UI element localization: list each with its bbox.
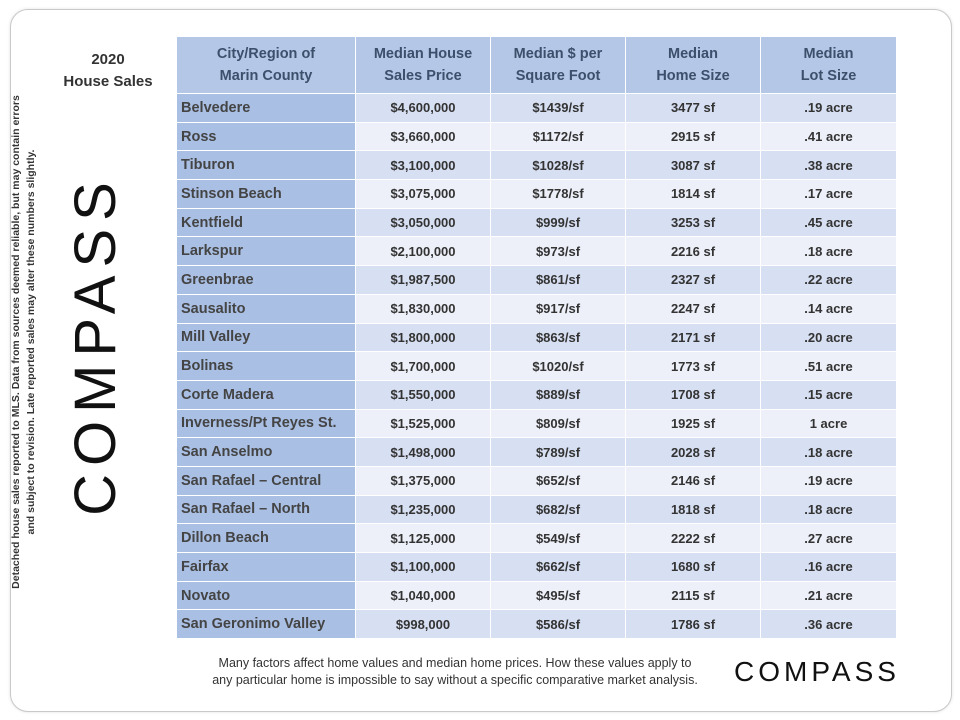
cell-lot-size: .20 acre — [761, 323, 897, 352]
table-row — [177, 495, 897, 524]
table-row — [177, 122, 897, 151]
footer-line-2: any particular home is impossible to say without a specific comparative market analysis. — [212, 673, 698, 687]
cell-price: $4,600,000 — [356, 94, 491, 123]
cell-lot-size: .18 acre — [761, 237, 897, 266]
cell-lot-size: .15 acre — [761, 380, 897, 409]
cell-price-per-sqft: $1028/sf — [491, 151, 626, 180]
table-row — [177, 553, 897, 582]
cell-price: $998,000 — [356, 610, 491, 639]
cell-city: Stinson Beach — [177, 180, 356, 209]
cell-price: $1,040,000 — [356, 581, 491, 610]
cell-home-size: 1925 sf — [626, 409, 761, 438]
cell-price: $1,700,000 — [356, 352, 491, 381]
cell-price-per-sqft: $917/sf — [491, 294, 626, 323]
cell-city: Ross — [177, 122, 356, 151]
cell-price-per-sqft: $861/sf — [491, 266, 626, 295]
cell-price: $2,100,000 — [356, 237, 491, 266]
table-row — [177, 208, 897, 237]
cell-price-per-sqft: $652/sf — [491, 466, 626, 495]
cell-price: $3,660,000 — [356, 122, 491, 151]
cell-home-size: 2028 sf — [626, 438, 761, 467]
cell-price-per-sqft: $973/sf — [491, 237, 626, 266]
cell-price: $1,987,500 — [356, 266, 491, 295]
cell-price: $3,075,000 — [356, 180, 491, 209]
cell-city: Bolinas — [177, 352, 356, 381]
cell-city: Belvedere — [177, 94, 356, 123]
cell-city: San Geronimo Valley — [177, 610, 356, 639]
cell-city: Larkspur — [177, 237, 356, 266]
table-row — [177, 438, 897, 467]
cell-home-size: 2247 sf — [626, 294, 761, 323]
disclaimer-line-2: and subject to revision. Late reported sales may alter these numbers slightly. — [25, 149, 37, 535]
table-row — [177, 180, 897, 209]
cell-price: $1,800,000 — [356, 323, 491, 352]
cell-price-per-sqft: $809/sf — [491, 409, 626, 438]
cell-home-size: 2115 sf — [626, 581, 761, 610]
cell-lot-size: 1 acre — [761, 409, 897, 438]
cell-price: $1,235,000 — [356, 495, 491, 524]
cell-city: Dillon Beach — [177, 524, 356, 553]
cell-price-per-sqft: $1439/sf — [491, 94, 626, 123]
table-row — [177, 352, 897, 381]
cell-price-per-sqft: $495/sf — [491, 581, 626, 610]
cell-lot-size: .38 acre — [761, 151, 897, 180]
cell-home-size: 2327 sf — [626, 266, 761, 295]
cell-lot-size: .19 acre — [761, 94, 897, 123]
cell-city: San Rafael – North — [177, 495, 356, 524]
cell-city: San Rafael – Central — [177, 466, 356, 495]
cell-home-size: 2171 sf — [626, 323, 761, 352]
cell-lot-size: .18 acre — [761, 495, 897, 524]
cell-price-per-sqft: $789/sf — [491, 438, 626, 467]
disclaimer-line-1: Detached house sales reported to MLS. Data from sources deemed reliable, but may contain errors — [10, 95, 22, 589]
cell-price-per-sqft: $662/sf — [491, 553, 626, 582]
cell-city: Greenbrae — [177, 266, 356, 295]
cell-lot-size: .16 acre — [761, 553, 897, 582]
cell-price-per-sqft: $1778/sf — [491, 180, 626, 209]
header-lot-size: Median Lot Size — [761, 37, 897, 94]
compass-logo: COMPASS — [734, 656, 900, 687]
table-row — [177, 610, 897, 639]
footer-line-1: Many factors affect home values and median home prices. How these values apply to — [218, 656, 692, 670]
cell-home-size: 1786 sf — [626, 610, 761, 639]
cell-lot-size: .27 acre — [761, 524, 897, 553]
cell-price: $1,525,000 — [356, 409, 491, 438]
table-row — [177, 380, 897, 409]
sales-table — [176, 36, 897, 639]
cell-city: Inverness/Pt Reyes St. — [177, 409, 356, 438]
cell-lot-size: .19 acre — [761, 466, 897, 495]
cell-home-size: 1814 sf — [626, 180, 761, 209]
header-price-per-sqft: Median $ per Square Foot — [491, 37, 626, 94]
cell-home-size: 1773 sf — [626, 352, 761, 381]
cell-home-size: 1708 sf — [626, 380, 761, 409]
header-city: City/Region of Marin County — [177, 37, 356, 94]
cell-price-per-sqft: $549/sf — [491, 524, 626, 553]
table-row — [177, 466, 897, 495]
cell-price: $1,498,000 — [356, 438, 491, 467]
footer-disclaimer — [180, 655, 730, 689]
cell-lot-size: .45 acre — [761, 208, 897, 237]
header-price: Median House Sales Price — [356, 37, 491, 94]
cell-price-per-sqft: $1020/sf — [491, 352, 626, 381]
cell-price-per-sqft: $1172/sf — [491, 122, 626, 151]
cell-price: $1,375,000 — [356, 466, 491, 495]
cell-lot-size: .36 acre — [761, 610, 897, 639]
cell-price-per-sqft: $999/sf — [491, 208, 626, 237]
cell-lot-size: .41 acre — [761, 122, 897, 151]
cell-home-size: 2222 sf — [626, 524, 761, 553]
cell-price-per-sqft: $889/sf — [491, 380, 626, 409]
table-row — [177, 266, 897, 295]
cell-price: $3,100,000 — [356, 151, 491, 180]
cell-lot-size: .14 acre — [761, 294, 897, 323]
title-year: 2020 — [91, 51, 125, 68]
table-row — [177, 524, 897, 553]
table-row — [177, 323, 897, 352]
cell-home-size: 1680 sf — [626, 553, 761, 582]
table-row — [177, 581, 897, 610]
cell-lot-size: .21 acre — [761, 581, 897, 610]
cell-city: Kentfield — [177, 208, 356, 237]
table-row — [177, 294, 897, 323]
disclaimer-note — [9, 62, 49, 622]
table-header-row — [177, 37, 897, 94]
cell-city: Corte Madera — [177, 380, 356, 409]
table-row — [177, 151, 897, 180]
cell-price: $1,550,000 — [356, 380, 491, 409]
compass-logo-vertical: COMPASS — [63, 174, 128, 516]
cell-home-size: 3477 sf — [626, 94, 761, 123]
table-row — [177, 94, 897, 123]
cell-lot-size: .17 acre — [761, 180, 897, 209]
cell-price-per-sqft: $863/sf — [491, 323, 626, 352]
cell-home-size: 3253 sf — [626, 208, 761, 237]
cell-price: $1,125,000 — [356, 524, 491, 553]
cell-city: Mill Valley — [177, 323, 356, 352]
page-title — [58, 49, 158, 93]
cell-lot-size: .18 acre — [761, 438, 897, 467]
cell-price-per-sqft: $586/sf — [491, 610, 626, 639]
header-home-size: Median Home Size — [626, 37, 761, 94]
cell-city: Tiburon — [177, 151, 356, 180]
cell-home-size: 3087 sf — [626, 151, 761, 180]
cell-home-size: 2146 sf — [626, 466, 761, 495]
cell-home-size: 2915 sf — [626, 122, 761, 151]
cell-city: Fairfax — [177, 553, 356, 582]
cell-lot-size: .22 acre — [761, 266, 897, 295]
table-row — [177, 409, 897, 438]
cell-home-size: 1818 sf — [626, 495, 761, 524]
cell-home-size: 2216 sf — [626, 237, 761, 266]
cell-price: $1,100,000 — [356, 553, 491, 582]
cell-city: San Anselmo — [177, 438, 356, 467]
title-subtitle: House Sales — [63, 73, 153, 90]
cell-price: $1,830,000 — [356, 294, 491, 323]
cell-lot-size: .51 acre — [761, 352, 897, 381]
cell-city: Novato — [177, 581, 356, 610]
cell-price: $3,050,000 — [356, 208, 491, 237]
cell-price-per-sqft: $682/sf — [491, 495, 626, 524]
cell-city: Sausalito — [177, 294, 356, 323]
table-row — [177, 237, 897, 266]
